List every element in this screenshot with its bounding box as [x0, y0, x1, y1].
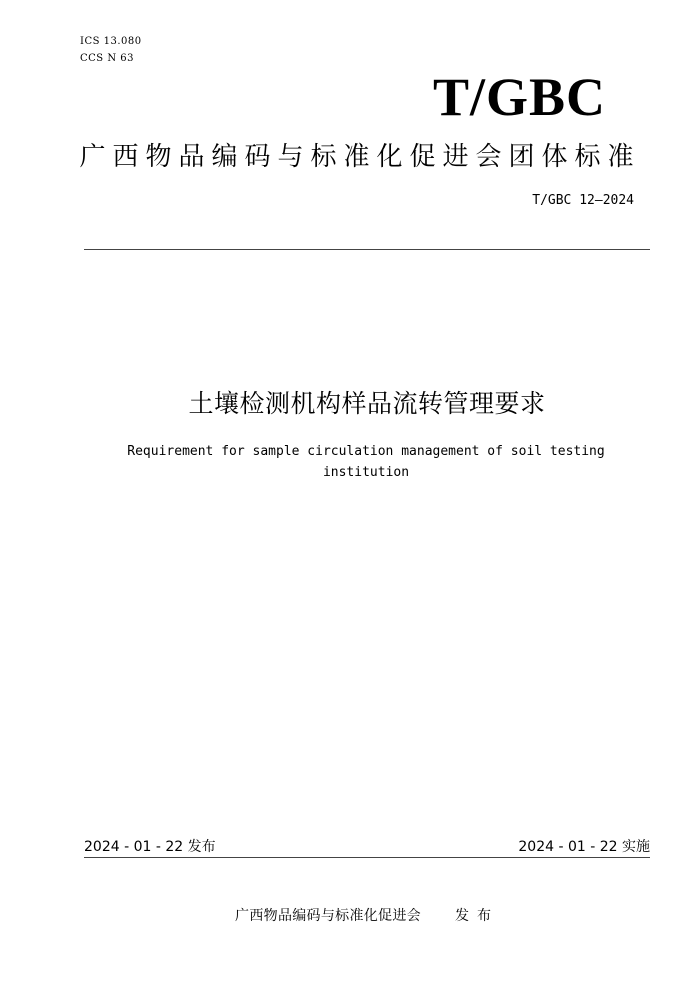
ics-code: ICS 13.080 [80, 36, 142, 47]
document-title-chinese: 土壤检测机构样品流转管理要求 [188, 389, 546, 418]
bottom-divider [84, 857, 650, 858]
publish-date: 2024 - 01 - 22 发布 [84, 839, 216, 855]
standard-logo: T/GBC [432, 67, 606, 127]
document-title-english: Requirement for sample circulation management of soil testing institution [127, 444, 605, 480]
implement-date: 2024 - 01 - 22 实施 [518, 839, 650, 855]
issuer-line [0, 905, 700, 925]
ccs-code: CCS N 63 [80, 53, 134, 64]
organization-title: 广西物品编码与标准化促进会团体标准 [79, 142, 641, 172]
standard-number: T/GBC 12—2024 [532, 193, 634, 208]
top-divider [84, 249, 650, 250]
issue-label: 发布 [454, 908, 499, 924]
issuer-name: 广西物品编码与标准化促进会 [235, 908, 421, 924]
